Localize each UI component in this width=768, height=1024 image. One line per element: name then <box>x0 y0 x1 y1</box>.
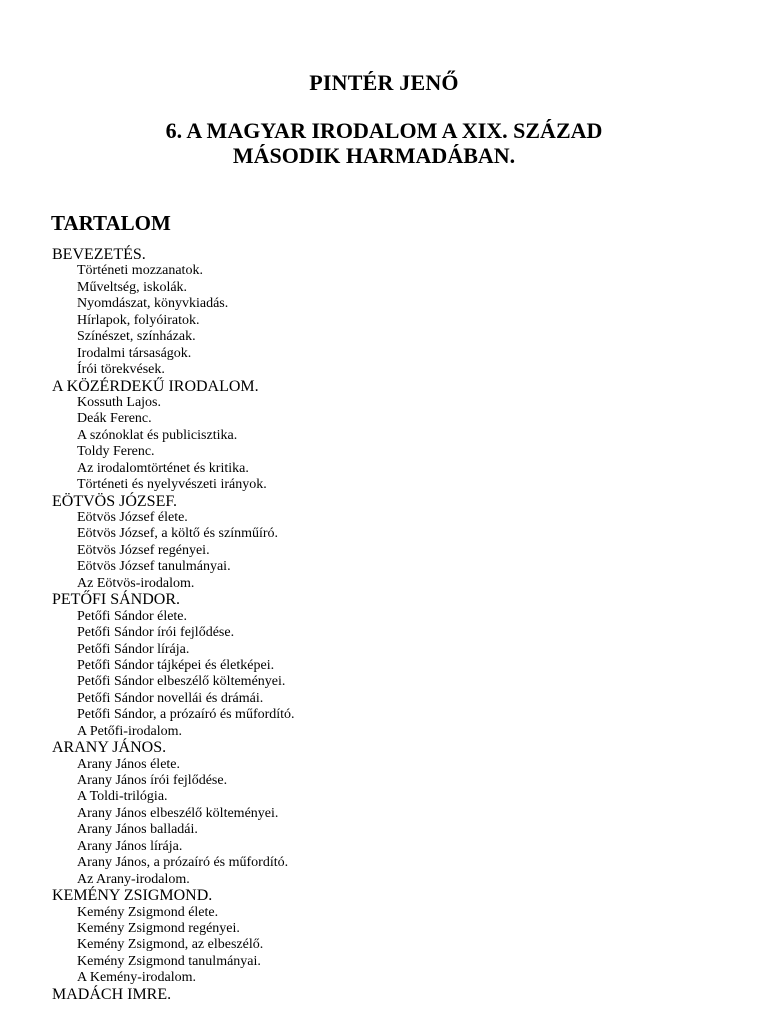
toc-entry: Arany János élete. <box>77 756 181 772</box>
toc-entry: Eötvös József, a költő és színműíró. <box>77 526 279 542</box>
contents-heading: TARTALOM <box>51 211 171 235</box>
toc-entry: Arany János elbeszélő költeményei. <box>77 805 279 821</box>
toc-entry: Történeti és nyelyvészeti irányok. <box>77 477 267 493</box>
toc-section-heading: PETŐFI SÁNDOR. <box>52 591 181 609</box>
toc-entry: A Kemény-irodalom. <box>77 970 196 986</box>
toc-entry: A Toldi-trilógia. <box>77 789 168 805</box>
toc-entry: Eötvös József élete. <box>77 510 188 525</box>
toc-section-heading: A KÖZÉRDEKŰ IRODALOM. <box>52 377 259 395</box>
toc-entry: Petőfi Sándor, a prózaíró és műfordító. <box>77 707 295 723</box>
toc-entry: Az irodalomtörténet és kritika. <box>77 460 249 476</box>
toc-entry: Műveltség, iskolák. <box>77 279 188 295</box>
toc-entry: Deák Ferenc. <box>77 411 152 427</box>
toc-entry: A Petőfi-irodalom. <box>77 723 182 739</box>
book-title <box>0 118 768 168</box>
toc-entry: Történeti mozzanatok. <box>77 263 203 279</box>
toc-section-heading: MADÁCH IMRE. <box>52 985 172 1003</box>
toc-entry: Toldy Ferenc. <box>77 444 155 460</box>
toc-entry: Az Eötvös-irodalom. <box>77 575 195 591</box>
toc-entry: Nyomdászat, könyvkiadás. <box>77 296 229 312</box>
toc-section-heading: KEMÉNY ZSIGMOND. <box>52 887 213 905</box>
toc-entry: Petőfi Sándor írói fejlődése. <box>77 625 235 641</box>
toc-entry: Hírlapok, folyóiratok. <box>77 312 200 328</box>
toc-entry: Arany János balladái. <box>77 822 198 838</box>
toc-entry: Petőfi Sándor lírája. <box>77 641 190 657</box>
toc-entry: Az Arany-irodalom. <box>77 871 190 887</box>
toc-entry: Arany János, a prózaíró és műfordító. <box>77 855 289 871</box>
toc-entry: Petőfi Sándor elbeszélő költeményei. <box>77 674 286 690</box>
toc-entry: Arany János írói fejlődése. <box>77 773 228 788</box>
toc-entry: Petőfi Sándor tájképei és életképei. <box>77 657 275 673</box>
toc-section-heading: EÖTVÖS JÓZSEF. <box>52 492 177 510</box>
toc-entry: A szónoklat és publicisztika. <box>77 427 238 443</box>
toc-entry: Színészet, színházak. <box>77 329 196 345</box>
toc-entry: Eötvös József regényei. <box>77 542 210 558</box>
toc-entry: Kemény Zsigmond tanulmányai. <box>77 953 261 969</box>
toc-entry: Petőfi Sándor élete. <box>77 608 188 624</box>
toc-entry: Petőfi Sándor novellái és drámái. <box>77 690 264 706</box>
book-title-line-1: 6. A MAGYAR IRODALOM A XIX. SZÁZAD <box>165 118 603 143</box>
toc-entry: Arany János lírája. <box>77 838 183 854</box>
book-title-line-2: MÁSODIK HARMADÁBAN. <box>232 143 516 168</box>
toc-entry: Kossuth Lajos. <box>77 394 161 410</box>
table-of-contents <box>52 247 752 1003</box>
toc-entry: Kemény Zsigmond élete. <box>77 904 219 920</box>
toc-entry: Eötvös József tanulmányai. <box>77 559 231 575</box>
toc-entry: Kemény Zsigmond regényei. <box>77 920 240 936</box>
toc-section-heading: ARANY JÁNOS. <box>52 739 167 757</box>
toc-section-heading: BEVEZETÉS. <box>52 246 146 263</box>
author-name: PINTÉR JENŐ <box>309 70 459 95</box>
toc-entry: Irodalmi társaságok. <box>77 345 192 361</box>
toc-entry: Írói törekvések. <box>77 362 165 378</box>
toc-entry: Kemény Zsigmond, az elbeszélő. <box>77 937 264 953</box>
